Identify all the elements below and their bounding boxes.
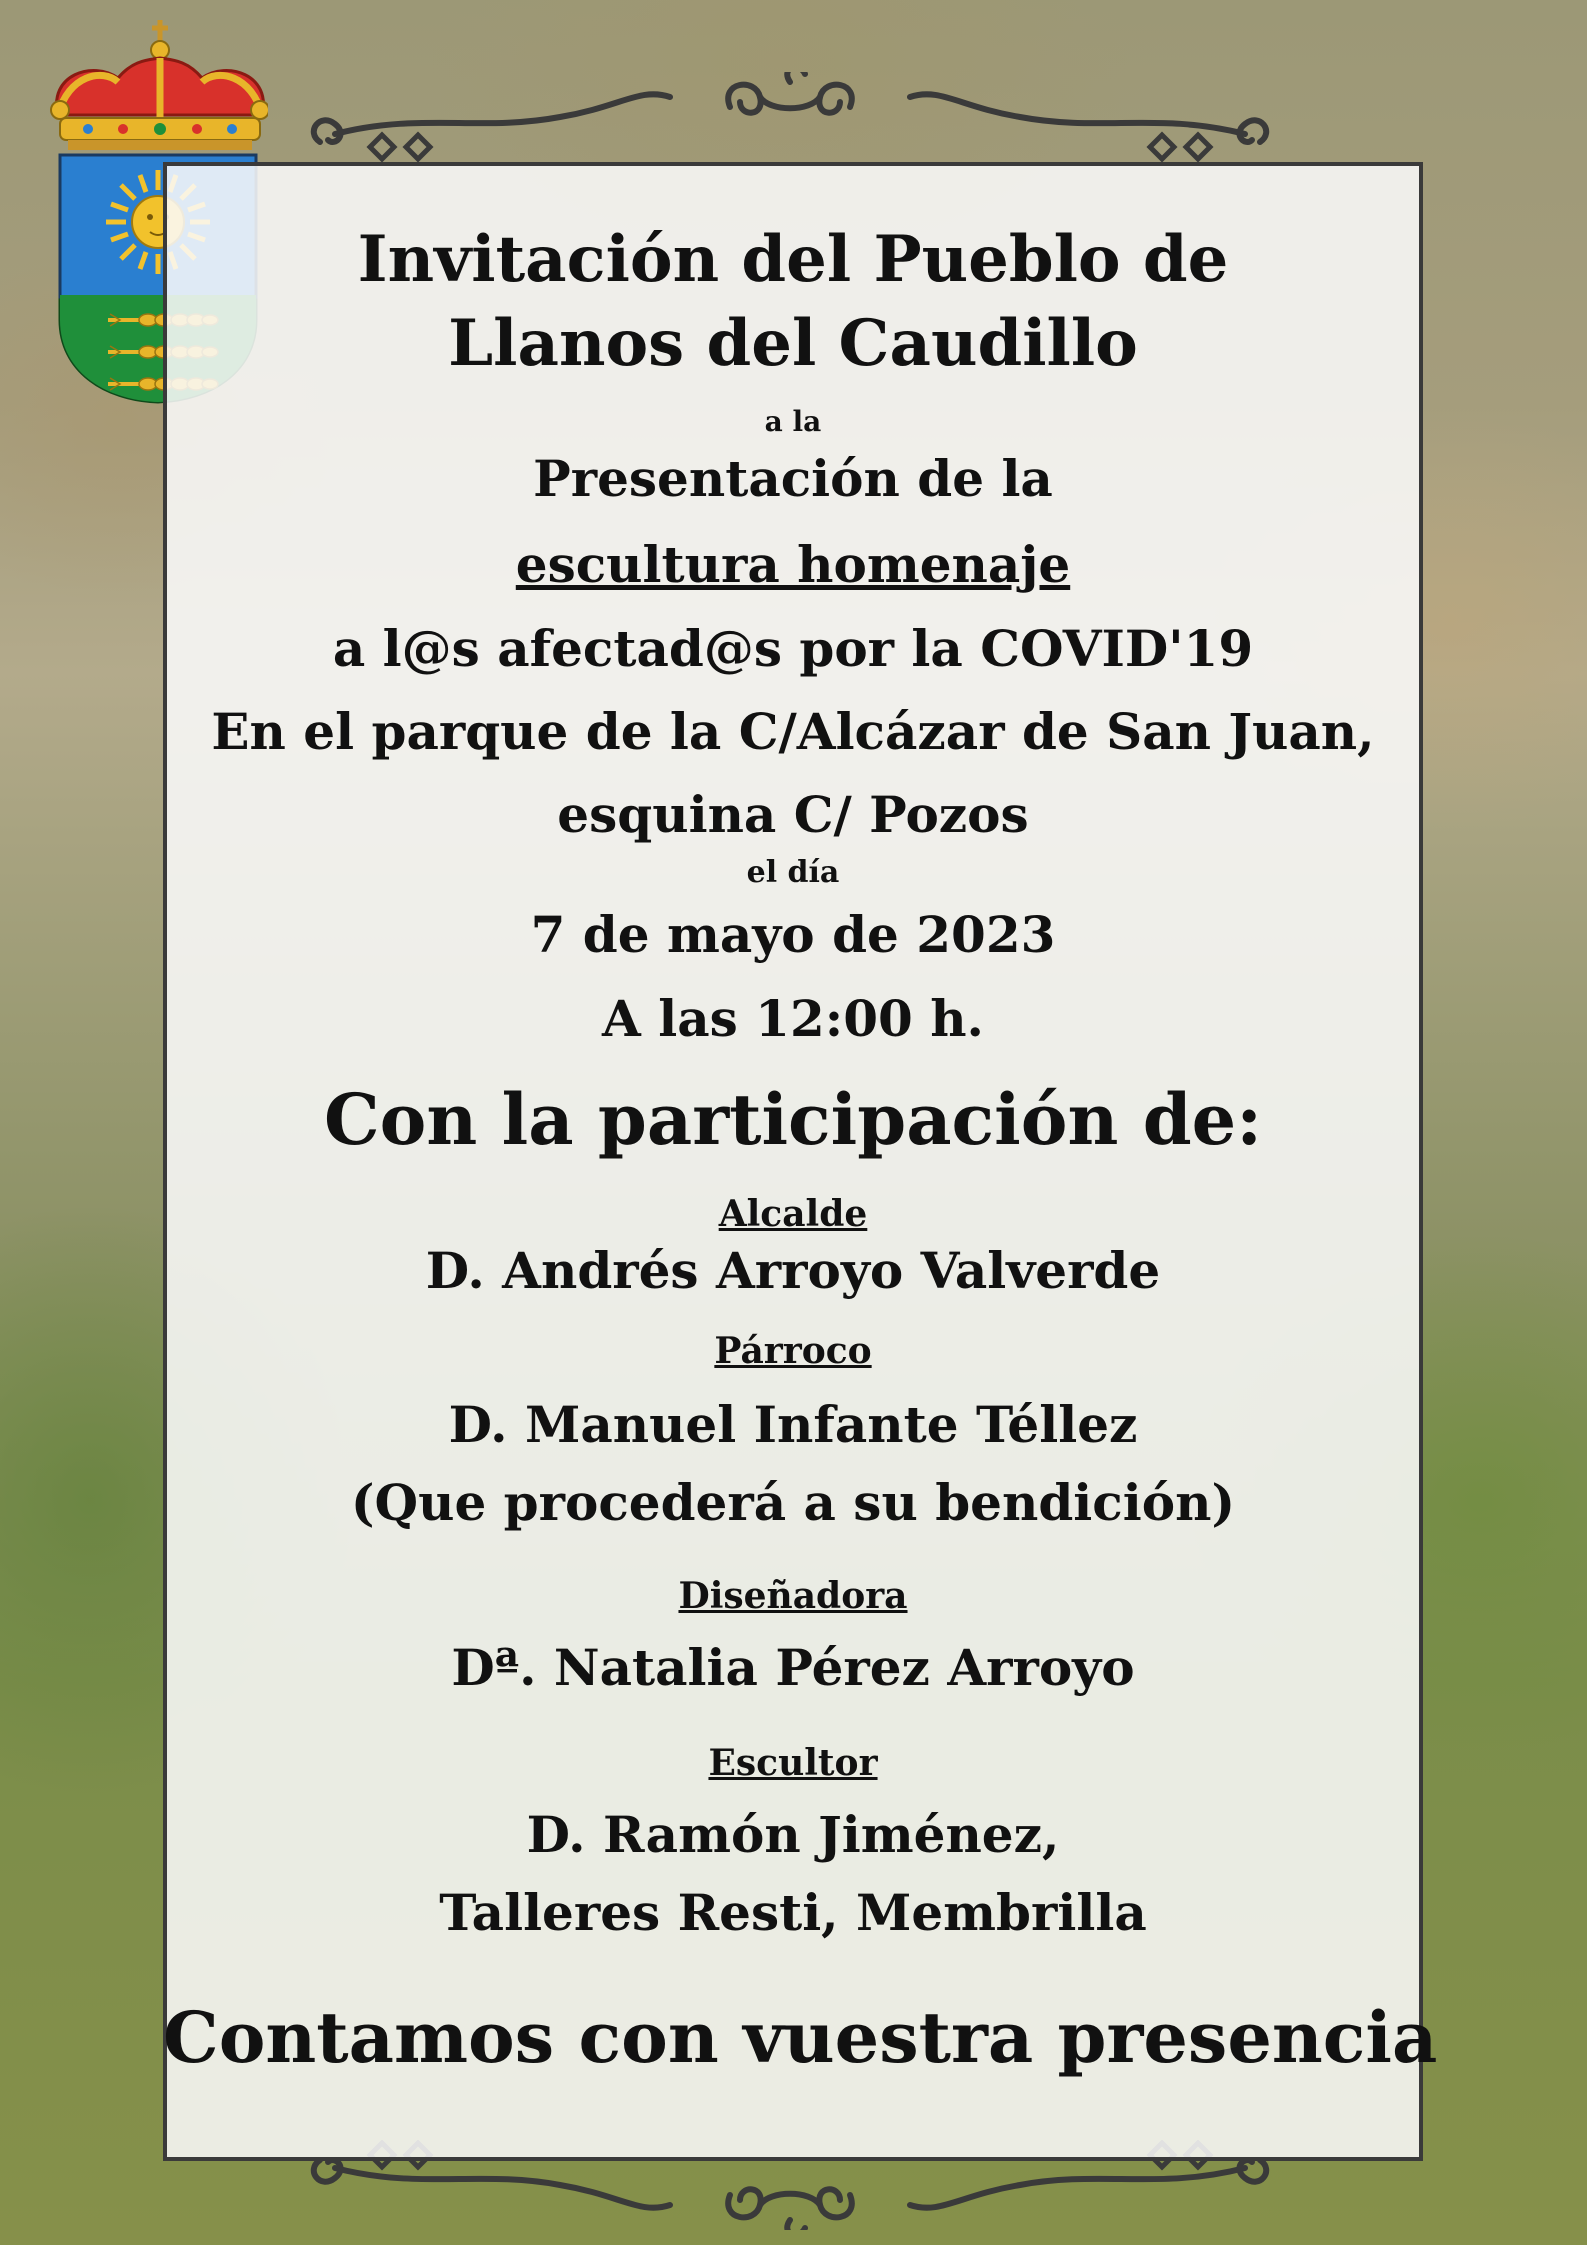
- participant-name: D. Ramón Jiménez,: [526, 1805, 1060, 1864]
- top-scroll-ornament: [300, 72, 1280, 162]
- connector-text: a la: [764, 405, 822, 438]
- crown-icon: [51, 20, 268, 150]
- event-time: A las 12:00 h.: [602, 989, 984, 1048]
- participant-name: Dª. Natalia Pérez Arroyo: [451, 1638, 1135, 1697]
- location-line-1: En el parque de la C/Alcázar de San Juan,: [211, 702, 1375, 761]
- subject-line-2: escultura homenaje: [515, 535, 1071, 594]
- role-label: Párroco: [714, 1330, 872, 1372]
- subject-line-3: a l@s afectad@s por la COVID'19: [332, 619, 1254, 678]
- participant-name: D. Andrés Arroyo Valverde: [425, 1241, 1161, 1300]
- role-label: Alcalde: [718, 1193, 868, 1235]
- role-label: Diseñadora: [678, 1575, 908, 1617]
- location-line-2: esquina C/ Pozos: [557, 785, 1029, 844]
- closing-message: Contamos con vuestra presencia: [163, 1996, 1438, 2079]
- participant-note: (Que procederá a su bendición): [350, 1473, 1236, 1532]
- date-prefix: el día: [746, 855, 840, 890]
- participation-heading: Con la participación de:: [323, 1078, 1263, 1161]
- role-label: Escultor: [708, 1742, 878, 1784]
- event-date: 7 de mayo de 2023: [530, 905, 1056, 964]
- participant-name: D. Manuel Infante Téllez: [448, 1395, 1138, 1454]
- subject-line-1: Presentación de la: [533, 449, 1053, 508]
- title-line-1: Invitación del Pueblo de: [357, 222, 1229, 297]
- title-line-2: Llanos del Caudillo: [448, 306, 1138, 381]
- participant-workshop: Talleres Resti, Membrilla: [439, 1883, 1147, 1942]
